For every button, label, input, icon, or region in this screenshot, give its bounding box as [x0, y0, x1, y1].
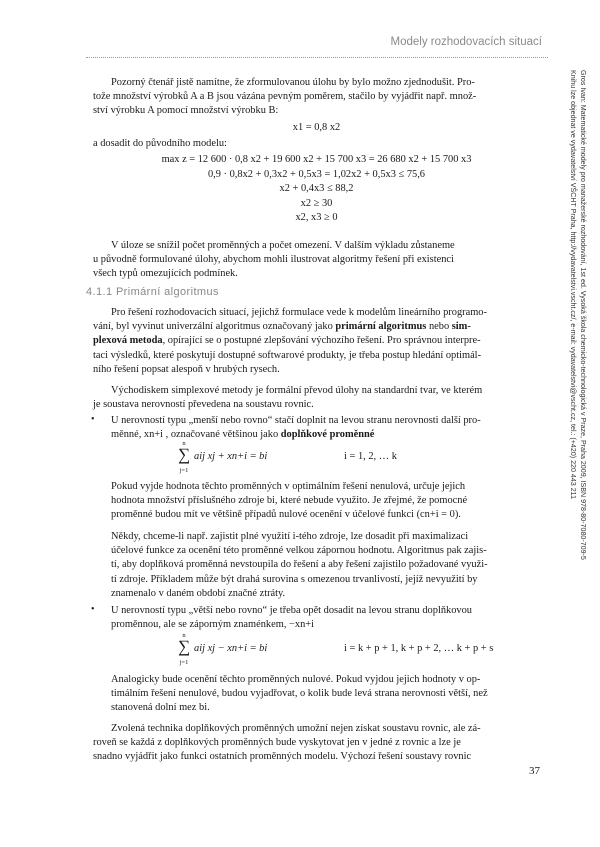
slack-meaning-paragraph: Pokud vyjde hodnota těchto proměnných v optimálním řešení nenulová, určuje jejich hodnota množství příslušného zdroje bi, které nebude využito. Je zřejmé, že pomocné proměnné budou mít ve většině případů nulové ocenění v účelové funkci (cn+i = 0). — [111, 481, 468, 521]
sum-symbol: ∑ — [177, 445, 191, 464]
algorithm-paragraph: Pro řešení rozhodovacích situací, jejichž formulace vede k modelům lineárního programo- vání, byl vyvinut univerzální algoritmus označovaný jako primární algoritmus nebo sim- plexová metoda, opírající se o postupné zlepšování výchozího řešení. Pro správnou interpre- taci výsledků, které poskytují dostupné softwarové produkty, je třeba postup hledání optimál- ního řešení popsat alespoň v hrubých rysech. — [93, 307, 487, 375]
slack-index-range: i = 1, 2, … k — [344, 451, 397, 462]
term-primal-algorithm: primární algoritmus — [335, 321, 427, 333]
section-title: Primární algoritmus — [115, 286, 219, 298]
substitution-equation: x1 = 0,8 x2 — [292, 122, 341, 133]
sum-symbol: ∑ — [177, 637, 191, 656]
slack-equation: aij xj + xn+i = bi — [194, 451, 268, 462]
constraint-4: x2, x3 ≥ 0 — [295, 212, 338, 223]
substitute-intro: a dosadit do původního modelu: — [93, 138, 227, 149]
bullet-1-marker: • — [91, 414, 95, 425]
bullet-2-text: U nerovností typu „větší nebo rovno“ je třeba opět dosadit na levou stranu doplňkovou proměnnou, ale se záporným znaménkem, −xn+i — [111, 605, 472, 631]
sum-upper-limit: n — [182, 440, 186, 447]
section-heading — [86, 286, 219, 298]
closing-paragraph: Zvolená technika doplňkových proměnných umožní nejen získat soustavu rovnic, ale zá- roveň se každá z doplňkových proměnných bude vyskytovat jen v jedné z rovnic a lze je snadno vyjádřit jako funkci ostatních proměnných modelu. Výchozí řešení soustavy rovnic — [93, 723, 481, 763]
header-rule — [86, 57, 548, 58]
constraint-1: 0,9 · 0,8x2 + 0,3x2 + 0,5x3 = 1,02x2 + 0,5x3 ≤ 75,6 — [207, 168, 426, 180]
term-simplex-method: plexová metoda — [93, 335, 163, 347]
intro-paragraph — [93, 76, 540, 119]
sum-lower-limit: j=1 — [179, 659, 189, 666]
bullet-2-marker: • — [91, 604, 95, 615]
side-citation-line-2: Knihu lze objednat ve vydavatelství VŠCHT Praha, http://vydavatelstvi.vscht.cz/, e-mail: vydavatelstvi@vscht.cz, tel.: (+420) 220 443 211 — [569, 70, 577, 500]
page-number: 37 — [529, 765, 540, 777]
side-citation — [566, 70, 588, 610]
constraint-2: x2 + 0,4x3 ≤ 88,2 — [279, 183, 354, 194]
bullet-1-text: U nerovností typu „menší nebo rovno“ stačí doplnit na levou stranu nerovnosti další pro- měnné, xn+i , označované většinou jako doplňkové proměnné — [111, 415, 481, 441]
term-slack-variables: doplňkové proměnné — [280, 429, 375, 441]
intro-line-1: Pozorný čtenář jistě namítne, že zformulovanou úlohu by bylo možno zjednodušit. Pro- — [111, 77, 475, 88]
side-citation-line-1: Gros Ivan: Matematické modely pro manažerské rozhodování, 1st ed. Vysoká škola chemicko-technologická v Praze, Praha 2009, ISBN 978-80-7080-709-5 — [579, 70, 587, 560]
full-utilization-paragraph: Někdy, chceme-li např. zajistit plné využití i-tého zdroje, lze dosadit při maximalizaci účelové funkce za ocenění této proměnné velkou zápornou hodnotu. Algoritmus pak zajis- tí, aby doplňková proměnná nevstoupila do řešení a aby řešení zajistilo požadované využi- tí zdroje. Příkladem může být drahá surovina s omezenou trvanlivostí, jejíž nevyužití by znamenalo v daném období značné ztráty. — [111, 531, 488, 599]
sum-upper-limit: n — [182, 632, 186, 639]
surplus-meaning-paragraph: Analogicky bude ocenění těchto proměnných nulové. Pokud vyjdou jejich hodnoty v op- timálním řešení nenulové, budou vyjadřovat, o kolik bude levá strana nerovnosti větší, než stanovená dolní mez bi. — [111, 674, 488, 714]
standard-form-paragraph: Východiskem simplexové metody je formální převod úlohy na standardní tvar, ve kterém je soustava nerovností převedena na soustavu rovnic. — [93, 385, 483, 411]
surplus-index-range: i = k + p + 1, k + p + 2, … k + p + s — [344, 643, 494, 654]
intro-line-3: ství výrobku A pomocí množství výrobku B: — [93, 105, 279, 117]
objective-function: max z = 12 600 · 0,8 x2 + 19 600 x2 + 15 700 x3 = 26 680 x2 + 15 700 x3 — [161, 154, 472, 165]
sum-lower-limit: j=1 — [179, 467, 189, 474]
reduced-model — [93, 153, 540, 226]
surplus-equation: aij xj − xn+i = bi — [194, 643, 268, 654]
reduction-paragraph: V úloze se snížil počet proměnných a počet omezení. V dalším výkladu zůstaneme u původně formulované úlohy, abychom mohli ilustrovat algoritmy řešení při existenci všech typů omezujících podmínek. — [93, 240, 455, 280]
section-number: 4.1.1 — [86, 286, 113, 298]
intro-line-2: tože množství výrobků A a B jsou vázána pevným poměrem, stačilo by vyjádřit např. množ- — [93, 91, 477, 103]
constraint-3: x2 ≥ 30 — [300, 197, 333, 209]
running-head: Modely rozhodovacích situací — [390, 36, 542, 48]
